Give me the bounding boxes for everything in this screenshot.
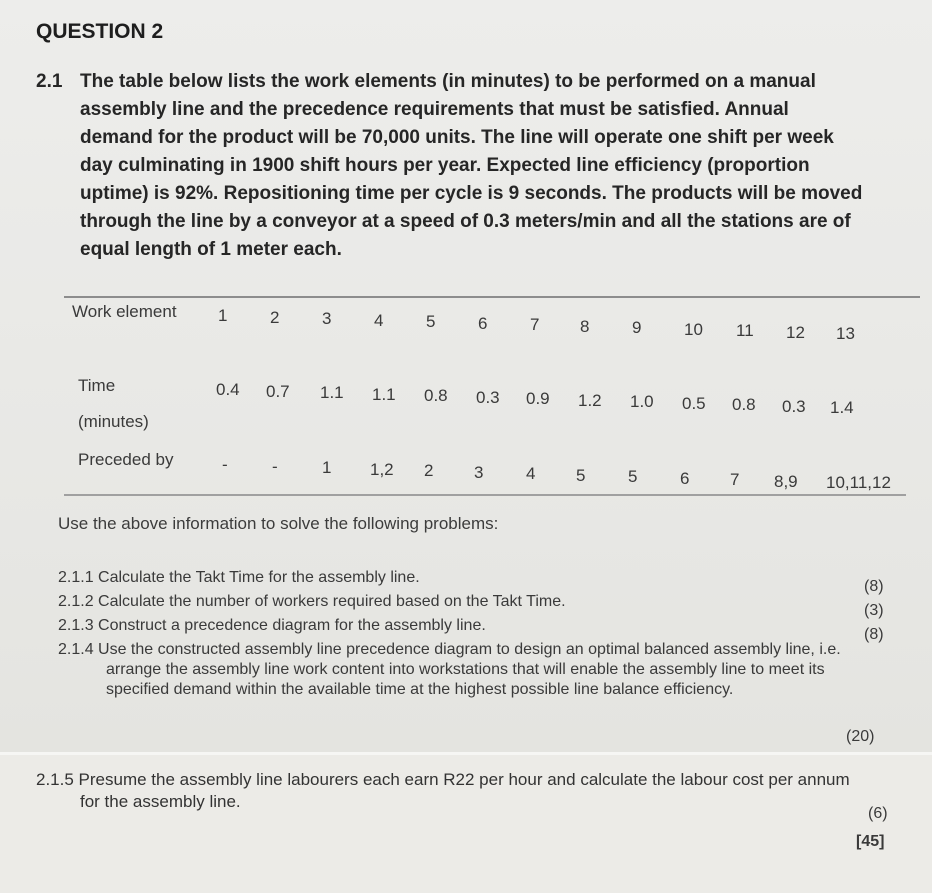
element-cell: 10 — [684, 319, 703, 339]
preceded-by-label: Preceded by — [78, 450, 174, 469]
time-cell: 1.2 — [578, 390, 602, 410]
time-cell: 1.0 — [630, 392, 654, 411]
time-cell: 0.5 — [682, 393, 706, 413]
preceded-cell: 4 — [526, 464, 536, 483]
subquestion-2-1-3: 2.1.3 Construct a precedence diagram for the assembly line. — [58, 617, 486, 634]
preceded-cell: 1,2 — [370, 459, 394, 479]
preceded-cell: 10,11,12 — [826, 473, 891, 492]
time-cell: 0.3 — [782, 396, 806, 416]
subquestion-2-1-1: 2.1.1 Calculate the Takt Time for the assembly line. — [58, 569, 420, 586]
time-cell: 0.7 — [266, 381, 290, 401]
element-cell: 8 — [580, 316, 590, 336]
total-marks: [45] — [856, 833, 885, 850]
preceded-cell: 5 — [576, 465, 586, 485]
instruction-text: Use the above information to solve the following problems: — [58, 514, 499, 533]
element-cell: 7 — [530, 315, 540, 334]
marks-2-1-5: (6) — [868, 805, 888, 822]
subquestion-2-1-2: 2.1.2 Calculate the number of workers required based on the Takt Time. — [58, 593, 566, 610]
element-cell: 6 — [478, 313, 488, 333]
element-cell: 2 — [270, 307, 280, 327]
time-cell: 0.9 — [526, 389, 550, 408]
marks-2-1-1: (8) — [864, 578, 884, 595]
work-element-label: Work element — [72, 302, 177, 321]
marks-2-1-3: (8) — [864, 626, 884, 643]
preceded-cell: 1 — [322, 458, 332, 477]
preceded-cell: 8,9 — [774, 471, 798, 491]
element-cell: 4 — [374, 310, 384, 330]
time-cell: 1.1 — [372, 384, 396, 404]
question-title: QUESTION 2 — [36, 20, 164, 43]
time-unit-label: (minutes) — [78, 412, 149, 431]
marks-2-1-2: (3) — [864, 602, 884, 619]
element-cell: 11 — [736, 321, 754, 340]
preceded-cell: 6 — [680, 468, 690, 488]
preceded-cell: - — [222, 455, 228, 474]
preceded-cell: 2 — [424, 461, 434, 480]
element-cell: 13 — [836, 324, 855, 343]
intro-text: The table below lists the work elements (in minutes) to be performed on a manual assembly line and the precedence requirements that must be satisfied. Annual demand for the product will be 70,000 units. The line will operate one shift per week day culminating in 1900 shift hours per year. Expected line efficiency (proportion uptime) is 92%. Repositioning time per cycle is 9 seconds. The products will be moved through the line by a conveyor at a speed of 0.3 meters/min and all the stations are of equal length of 1 meter each. — [80, 71, 863, 260]
subquestion-2-1-5: 2.1.5 Presume the assembly line labourers each earn R22 per hour and calculate the labour cost per annum for the assembly line. — [36, 770, 850, 811]
preceded-cell: - — [272, 456, 278, 476]
table-top-rule — [64, 296, 920, 298]
time-cell: 0.8 — [732, 395, 756, 414]
time-cell: 0.4 — [216, 380, 240, 399]
preceded-cell: 7 — [730, 470, 740, 489]
time-cell: 1.1 — [320, 383, 344, 402]
element-cell: 12 — [786, 322, 805, 342]
element-cell: 5 — [426, 312, 436, 331]
element-cell: 1 — [218, 306, 228, 325]
time-label: Time — [78, 376, 116, 395]
question-page-continued — [0, 752, 932, 893]
preceded-cell: 3 — [474, 462, 484, 482]
time-cell: 1.4 — [830, 398, 854, 417]
time-cell: 0.8 — [424, 386, 448, 405]
table-bottom-rule — [64, 494, 906, 496]
marks-2-1-4: (20) — [846, 728, 875, 745]
preceded-cell: 5 — [628, 467, 638, 486]
element-cell: 9 — [632, 318, 642, 337]
intro-number: 2.1 — [36, 71, 63, 92]
subquestion-2-1-4: 2.1.4 Use the constructed assembly line precedence diagram to design an optimal balanced assembly line, i.e. arrange the assembly line work content into workstations that will enable the assembly line to meet its specified demand within the available time at the highest possible line balance efficiency. — [58, 641, 841, 698]
intro-paragraph — [36, 68, 866, 264]
time-cell: 0.3 — [476, 387, 500, 407]
element-cell: 3 — [322, 309, 332, 328]
